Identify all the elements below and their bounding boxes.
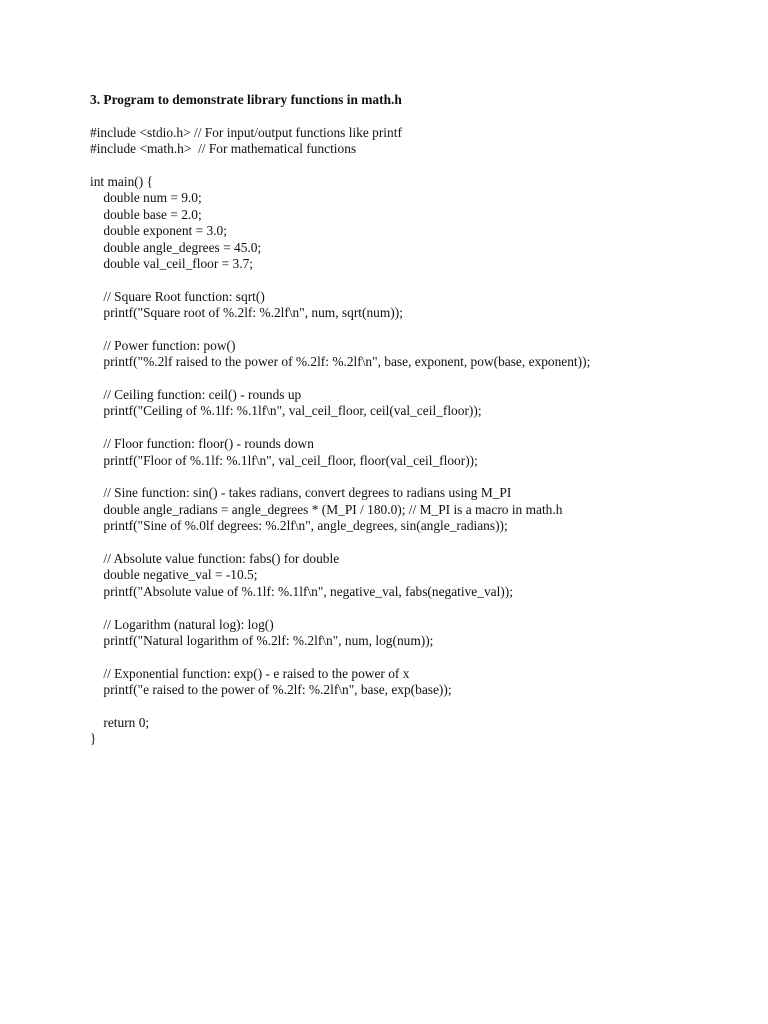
code-line: double angle_degrees = 45.0; [90,239,262,255]
code-line [90,321,750,337]
code-line: // Sine function: sin() - takes radians, convert degrees to radians using M_PI [90,485,512,501]
code-line: // Exponential function: exp() - e raised to the power of x [90,665,410,681]
code-line [90,272,750,288]
code-line: double negative_val = -10.5; [90,567,258,583]
code-line [90,158,750,174]
code-line [90,420,750,436]
document-content [90,92,750,748]
section-heading: 3. Program to demonstrate library functions in math.h [90,92,402,107]
code-line: printf("Natural logarithm of %.2lf: %.2lf\n", num, log(num)); [90,632,434,648]
code-line: printf("Square root of %.2lf: %.2lf\n", num, sqrt(num)); [90,305,403,321]
code-line [90,600,750,616]
code-line: #include <math.h> // For mathematical functions [90,141,357,157]
code-line: printf("Floor of %.1lf: %.1lf\n", val_ceil_floor, floor(val_ceil_floor)); [90,452,478,468]
code-line: double num = 9.0; [90,190,202,206]
code-listing [90,125,750,748]
code-line [90,469,750,485]
code-line: printf("Absolute value of %.1lf: %.1lf\n", negative_val, fabs(negative_val)); [90,583,513,599]
code-line: int main() { [90,173,153,189]
code-line: printf("%.2lf raised to the power of %.2lf: %.2lf\n", base, exponent, pow(base, exponent)); [90,354,591,370]
code-line [90,649,750,665]
code-line: // Logarithm (natural log): log() [90,616,274,632]
code-line: #include <stdio.h> // For input/output functions like printf [90,124,402,140]
code-line: // Absolute value function: fabs() for double [90,550,340,566]
code-line: // Square Root function: sqrt() [90,288,265,304]
code-line: double exponent = 3.0; [90,223,227,239]
code-line: double angle_radians = angle_degrees * (M_PI / 180.0); // M_PI is a macro in math.h [90,501,563,517]
code-line: double val_ceil_floor = 3.7; [90,255,253,271]
code-line: // Floor function: floor() - rounds down [90,436,314,452]
code-line: printf("Sine of %.0lf degrees: %.2lf\n", angle_degrees, sin(angle_radians)); [90,518,508,534]
code-line [90,698,750,714]
code-line: } [90,731,97,747]
code-line: printf("Ceiling of %.1lf: %.1lf\n", val_ceil_floor, ceil(val_ceil_floor)); [90,403,482,419]
code-line: // Power function: pow() [90,337,236,353]
code-line [90,371,750,387]
code-line [90,535,750,551]
code-line: // Ceiling function: ceil() - rounds up [90,387,302,403]
code-line: return 0; [90,714,150,730]
code-line: printf("e raised to the power of %.2lf: %.2lf\n", base, exp(base)); [90,682,452,698]
code-line: double base = 2.0; [90,206,202,222]
